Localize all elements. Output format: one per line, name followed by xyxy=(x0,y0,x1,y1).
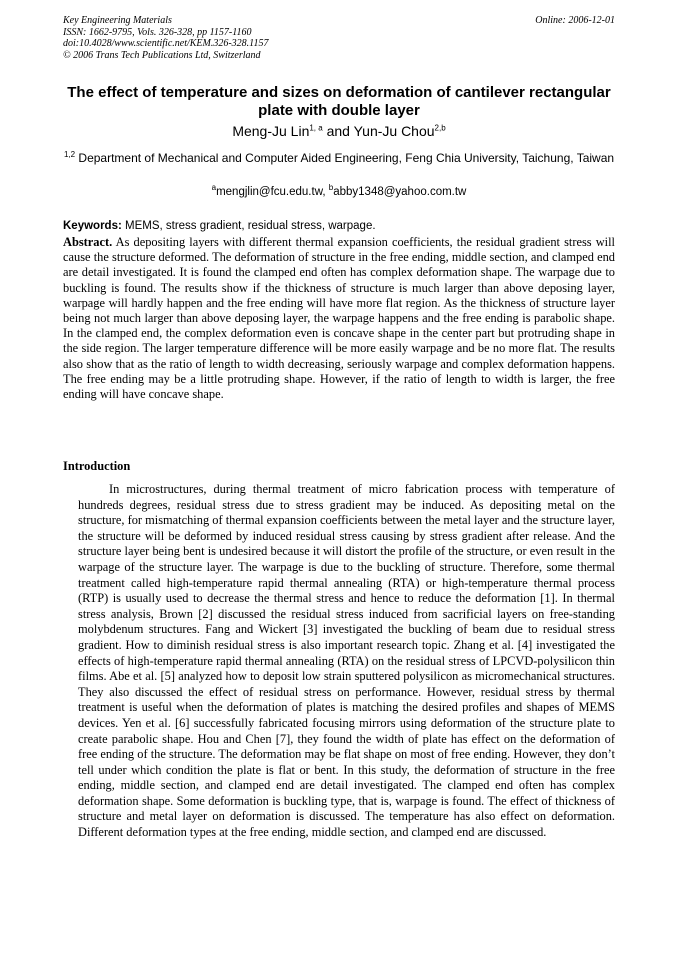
affiliation-text: Department of Mechanical and Computer Aided Engineering, Feng Chia University, Taichung, Taiwan xyxy=(78,151,615,165)
introduction-heading: Introduction xyxy=(63,459,131,473)
email-line: $^a$mengjlin@fcu.edu.tw, $^b$abby1348@yahoo.com.tw xyxy=(211,183,467,198)
author-1-name: Meng-Ju Lin xyxy=(232,123,310,139)
online-date: Online: 2006-12-01 xyxy=(535,15,615,26)
paper-title: The effect of temperature and sizes on deformation of cantilever rectangular plate with double layer xyxy=(67,84,611,119)
email-b-marker: b xyxy=(328,183,334,193)
email-b[interactable]: abby1348@yahoo.com.tw xyxy=(333,186,467,198)
author-1-marker: 1, a xyxy=(309,123,323,133)
email-a[interactable]: mengjlin@fcu.edu.tw xyxy=(216,186,323,198)
abstract xyxy=(63,235,615,402)
affiliation-marker: 1,2 xyxy=(63,150,76,159)
abstract-label: Abstract. xyxy=(63,235,113,249)
abstract-text: As depositing layers with different thermal expansion coefficients, the residual gradient stress will cause the structure deformed. The deformation of structure in the free ending, middle section, and clamped end are detail investigated. It is found the clamped end often has complex deformation shape. The warpage due to buckling is found. The results show if the thickness of structure is much larger than above deposing layer, warpage will hardly happen and the free ending will have more flat region. As the thickness of structure layer being not much larger than above deposing layer, the warpage happens and the free ending is parabolic shape. In the clamped end, the complex deformation even is concave shape in the center part but protruding shape in the side region. The larger temperature difference will be more easily warpage and be no more flat. The results also show that as the ratio of length to width decreasing, seriously warpage and complex deformation happens. The free ending may be a little protruding shape. However, if the ratio of length to width is larger, the free ending will have concave shape. xyxy=(63,235,615,402)
keywords xyxy=(63,219,615,234)
author-line xyxy=(63,122,615,140)
doi-line: doi:10.4028/www.scientific.net/KEM.326-328.1157 xyxy=(63,38,269,49)
author-2-marker: 2,b xyxy=(434,123,446,133)
author-connector: and xyxy=(326,123,350,139)
email-a-marker: a xyxy=(211,183,217,193)
copyright-line: © 2006 Trans Tech Publications Ltd, Switzerland xyxy=(63,49,261,61)
keywords-label: Keywords: xyxy=(63,220,122,232)
affiliation xyxy=(63,150,615,166)
introduction-body: In microstructures, during thermal treatment of micro fabrication process with temperature of hundreds degrees, residual stress due to stress gradient may be induced. As depositing metal on the structure, for mismatching of thermal expansion coefficients between the metal layer and the structure layer, the structure will be deformed by induced residual stress causing by stress gradient after release. And the structure layer being bent is undesired because it will distort the profile of the structure, or even result in the warpage of the structure layer. The warpage is due to the buckling of structure. Therefore, some thermal treatment called high-temperature rapid thermal annealing (RTA) or high-temperature thermal process (RTP) is usually used to decrease the thermal stress and hence to reduce the deformation [1]. In thermal stress analysis, Brown [2] discussed the residual stress induced from sacrificial layers on free-standing molybdenum structures. Fang and Wickert [3] investigated the buckling of beam due to residual stress gradient. How to diminish residual stress is also important research topic. Zhang et al. [4] investigated the effects of high-temperature rapid thermal annealing (RTA) on the residual stress of LPCVD-polysilicon thin films. Abe et al. [5] analyzed how to deposit low strain sputtered polysilicon as micromechanical structures. They also discussed the effect of residual stress on performance. However, residual stress by thermal treatment is useful when the deformation of plates is matching the desired profiles and shapes of MEMS devices. Yen et al. [6] successfully fabricated focusing mirrors using deformation of the structure plate to create parabolic shape. Hou and Chen [7], they found the width of plate has effect on the deformation of free ending of the structure. The deformation may be flat shape on most of free ending. However, they don’t tell under which condition the plate is flat or bent. In this study, the deformation of structure in the free ending, middle section, and clamped end are detail investigated. The clamped end often has complex deformation shape. Some deformation is buckling type, that is, warpage is found. The effect of thickness of structure and metal layer on deformation is discussed. The temperature has also effect on deformation. Different deformation types at the free ending, middle section, and clamped end are discussed. xyxy=(78,482,615,840)
journal-name: Key Engineering Materials xyxy=(63,15,172,26)
issn-line: ISSN: 1662-9795, Vols. 326-328, pp 1157-1160 xyxy=(63,26,252,38)
keywords-text: MEMS, stress gradient, residual stress, warpage. xyxy=(125,220,376,232)
author-2-name: Yun-Ju Chou xyxy=(353,123,435,139)
journal-header xyxy=(63,15,615,61)
